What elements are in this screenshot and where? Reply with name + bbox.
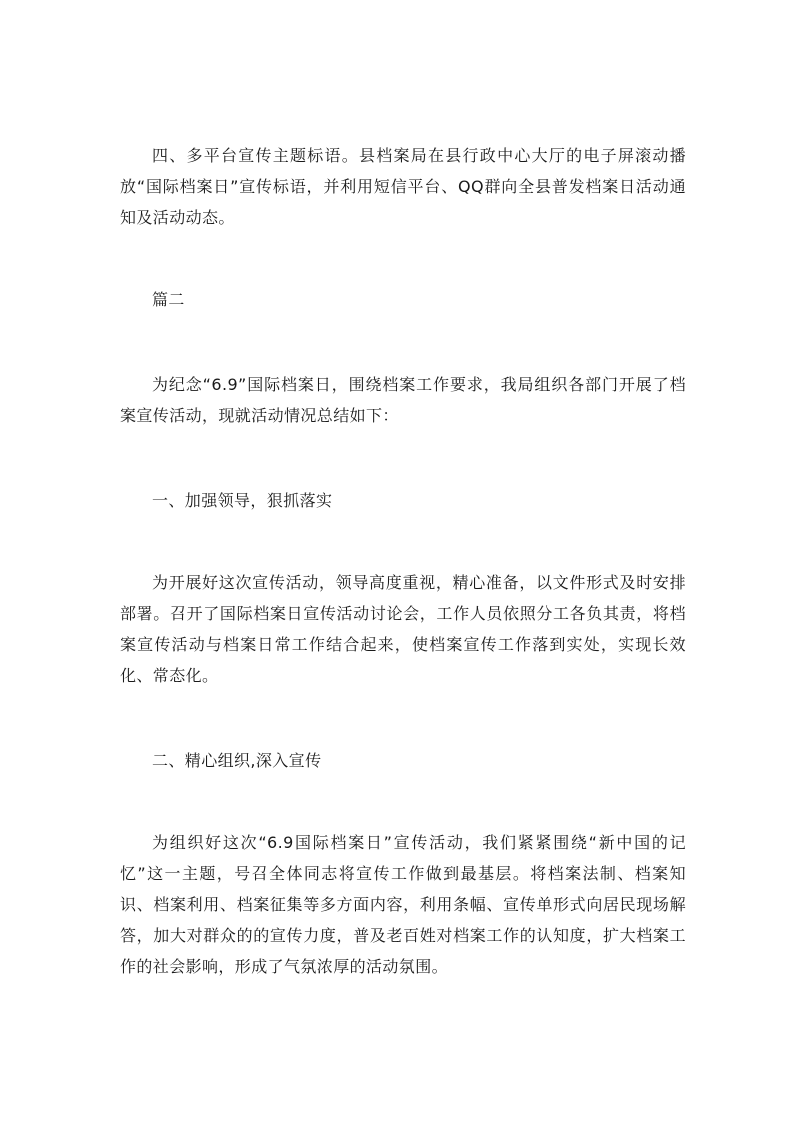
paragraph-organization: 为组织好这次“6.9国际档案日”宣传活动，我们紧紧围绕“新中国的记忆”这一主题，号召全体同志将宣传工作做到最基层。将档案法制、档案知识、档案利用、档案征集等多方面内容，利用条幅、宣传单形式向居民现场解答，加大对群众的的宣传力度，普及老百姓对档案工作的认知度，扩大档案工作的社会影响，形成了气氛浓厚的活动氛围。	[120, 833, 686, 976]
heading-careful-organization: 二、精心组织,深入宣传	[152, 751, 322, 770]
section-title-part-two: 篇二	[152, 290, 185, 309]
heading-strengthen-leadership: 一、加强领导，狠抓落实	[152, 491, 333, 510]
paragraph-leadership: 为开展好这次宣传活动，领导高度重视，精心准备，以文件形式及时安排部署。召开了国际档案日宣传活动讨论会，工作人员依照分工各负其责，将档案宣传活动与档案日常工作结合起来，使档案宣传工作落到实处，实现长效化、常态化。	[120, 573, 686, 685]
paragraph-multiplatform-slogans: 四、多平台宣传主题标语。县档案局在县行政中心大厅的电子屏滚动播放“国际档案日”宣传标语，并利用短信平台、QQ群向全县普发档案日活动通知及活动动态。	[120, 146, 686, 227]
paragraph-intro: 为纪念“6.9”国际档案日，围绕档案工作要求，我局组织各部门开展了档案宣传活动，现就活动情况总结如下：	[120, 375, 686, 425]
